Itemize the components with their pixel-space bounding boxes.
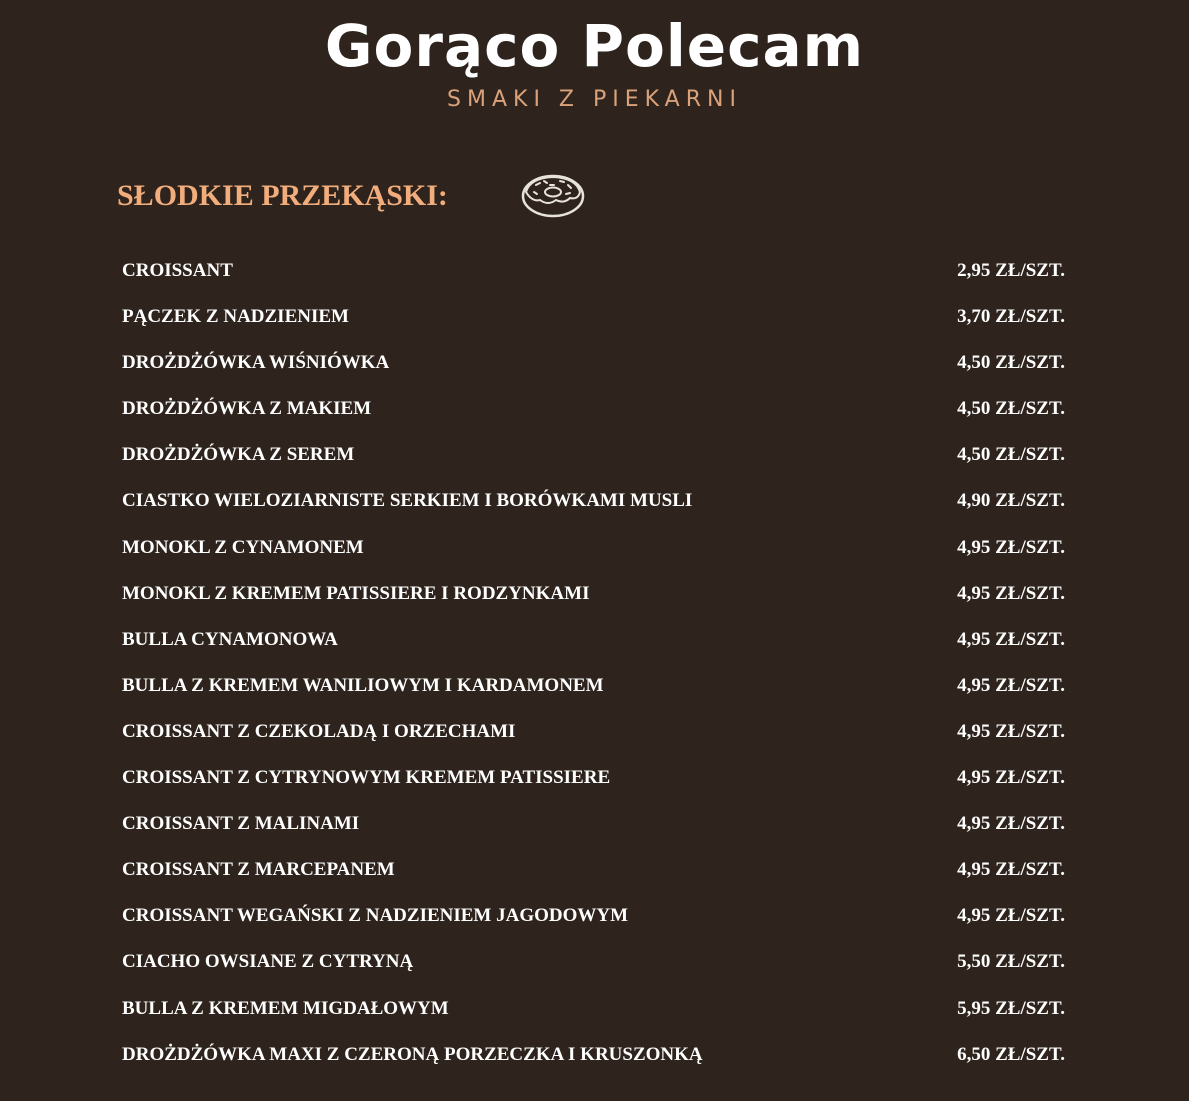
item-price: 4,95 ZŁ/SZT. (957, 813, 1065, 835)
item-name: DROŻDŻÓWKA Z SEREM (122, 444, 355, 466)
logo-subtitle: SMAKI Z PIEKARNI (447, 87, 742, 112)
item-name: MONOKL Z CYNAMONEM (122, 536, 364, 558)
menu-item (0, 1033, 1189, 1079)
item-price: 4,90 ZŁ/SZT. (957, 490, 1065, 512)
item-name: CROISSANT Z CZEKOLADĄ I ORZECHAMI (122, 720, 516, 742)
menu-item (0, 710, 1189, 756)
item-price: 4,95 ZŁ/SZT. (957, 582, 1065, 604)
menu-item (0, 664, 1189, 710)
item-name: CROISSANT (122, 260, 233, 281)
item-price: 6,50 ZŁ/SZT. (957, 1043, 1065, 1065)
item-price: 4,95 ZŁ/SZT. (957, 905, 1065, 927)
item-name: PĄCZEK Z NADZIENIEM (122, 306, 349, 328)
menu-item (0, 987, 1189, 1033)
menu-item (0, 387, 1189, 433)
menu-item (0, 802, 1189, 848)
item-price: 4,50 ZŁ/SZT. (957, 352, 1065, 374)
item-name: CIACHO OWSIANE Z CYTRYNĄ (122, 951, 414, 973)
logo-title: Gorąco Polecam (324, 12, 865, 80)
item-name: CROISSANT Z MALINAMI (122, 813, 360, 835)
menu-item (0, 894, 1189, 940)
item-price: 4,95 ZŁ/SZT. (957, 720, 1065, 742)
menu-item (0, 433, 1189, 479)
item-price: 4,50 ZŁ/SZT. (957, 444, 1065, 466)
menu-item (0, 940, 1189, 986)
item-name: BULLA Z KREMEM WANILIOWYM I KARDAMONEM (122, 674, 604, 696)
menu-item (0, 295, 1189, 341)
item-name: CROISSANT WEGAŃSKI Z NADZIENIEM JAGODOWYM (122, 905, 629, 927)
item-price: 5,50 ZŁ/SZT. (957, 951, 1065, 973)
item-name: MONOKL Z KREMEM PATISSIERE I RODZYNKAMI (122, 582, 590, 604)
item-name: DROŻDŻÓWKA WIŚNIÓWKA (122, 352, 390, 374)
item-price: 4,95 ZŁ/SZT. (957, 628, 1065, 650)
item-price: 4,95 ZŁ/SZT. (957, 767, 1065, 789)
item-name: BULLA Z KREMEM MIGDAŁOWYM (122, 997, 449, 1019)
menu-list (0, 249, 1189, 1079)
menu-item (0, 249, 1189, 295)
menu-item (0, 526, 1189, 572)
menu-item (0, 618, 1189, 664)
menu-item (0, 479, 1189, 525)
item-name: DROŻDŻÓWKA Z MAKIEM (122, 398, 372, 420)
item-name: CROISSANT Z MARCEPANEM (122, 859, 395, 881)
item-name: BULLA CYNAMONOWA (122, 628, 338, 650)
donut-icon (520, 170, 588, 220)
item-price: 4,95 ZŁ/SZT. (957, 674, 1065, 696)
section-heading: SŁODKIE PRZEKĄSKI: (117, 179, 448, 212)
item-price: 4,95 ZŁ/SZT. (957, 859, 1065, 881)
menu-item (0, 848, 1189, 894)
menu-item (0, 756, 1189, 802)
item-price: 2,95 ZŁ/SZT. (957, 260, 1065, 281)
item-price: 4,50 ZŁ/SZT. (957, 398, 1065, 420)
item-name: CROISSANT Z CYTRYNOWYM KREMEM PATISSIERE (122, 767, 611, 789)
item-price: 3,70 ZŁ/SZT. (957, 306, 1065, 328)
item-price: 4,95 ZŁ/SZT. (957, 536, 1065, 558)
menu-item (0, 572, 1189, 618)
item-name: DROŻDŻÓWKA MAXI Z CZERONĄ PORZECZKA I KRUSZONKĄ (122, 1043, 703, 1065)
menu-item (0, 341, 1189, 387)
item-price: 5,95 ZŁ/SZT. (957, 997, 1065, 1019)
item-name: CIASTKO WIELOZIARNISTE SERKIEM I BORÓWKAMI MUSLI (122, 490, 693, 512)
